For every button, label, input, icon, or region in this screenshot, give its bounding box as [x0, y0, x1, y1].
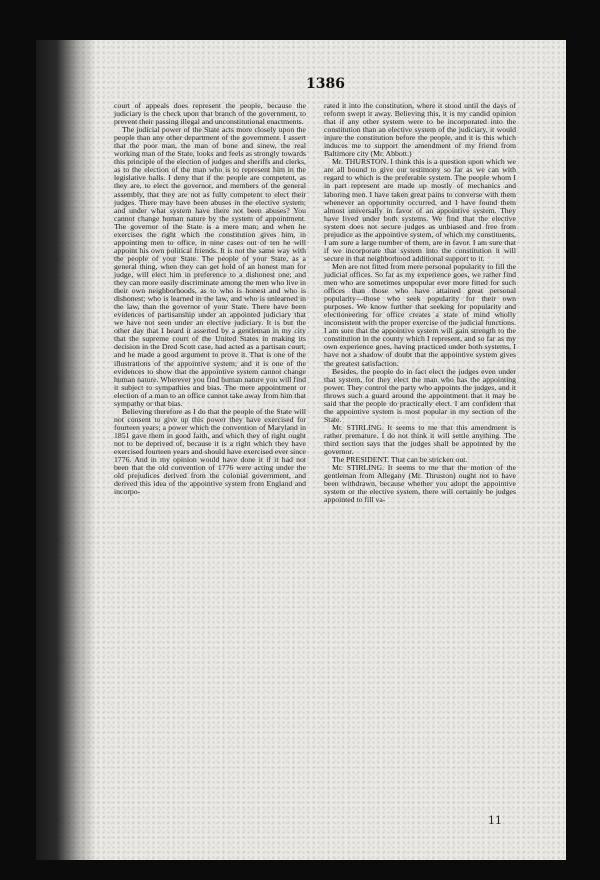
left-column	[114, 102, 306, 496]
paragraph: Men are not fitted from mere personal popularity to fill the judicial offices. So far as my experience goes, we rather find men who are sometimes unpopular ever more fitted for such offices than those who have attained great personal popularity—those who seek popularity for their own purposes. We know further that seeking for popularity and electioneering for office creates a state of mind wholly inconsistent with the proper exercise of the judicial functions. I am sure that the appointive system will gain strength to the constitution in the county which I represent, and so far as my own experience goes, having practiced under both systems, I have not a shadow of doubt that the appointive system gives the greatest satisfaction.	[324, 261, 516, 368]
page-number: 1386	[306, 76, 345, 92]
paragraph: rated it into the constitution, where it stood until the days of reform swept it away. Believing this, it is my candid opinion that if any other system were to be incorporated into the constitution than an elective system of the judiciary, it would injure the constitution before the people, and it is this which induces me to support the amendment of my friend from Baltimore city (Mr. Abbott.)	[324, 101, 516, 159]
paragraph: court of appeals does represent the people, because the judiciary is the check upon that branch of the government, to prevent their passing illegal and unconstitutional enactments.	[114, 101, 306, 127]
paragraph: Mr. STIRLING. It seems to me that this amendment is rather premature. I do not think it will settle anything. The third section says that the judges shall be appointed by the governor.	[324, 422, 516, 457]
paragraph: Besides, the people do in fact elect the judges even under that system, for they elect the man who has the appointing power. They control the party who appoints the judges, and it throws such a guard around the appointment that it may be said that the people do practically elect. I am confident that the appointive system is most popular in my section of the State.	[324, 366, 516, 424]
folio-mark: 11	[488, 814, 502, 827]
paragraph: The judicial power of the State acts more closely upon the people than any other department of the government. I assert that the poor man, the man of bone and sinew, the real working man of the State, looks and feels as strongly towards this principle of the election of judges and sheriffs and clerks, as to the election of the man who is to represent him in the legislative halls. I deny that if the people are competent, as they are, to elect the governor, and members of the general assembly, that they are not as fully competent to elect their judges. There may have been abuses in the elective system; and under what system have there not been abuses? You cannot change human nature by the system of appointment. The governor of the State is a mere man; and when he exercises the right which the constitution gives him, in appointing men to office, in nine cases out of ten he will appoint his own political friends. It is not the same way with the people of your State. The people of your State, as a general thing, when they can get hold of an honest man for judge, will elect him in preference to a dishonest one; and they can more easily discriminate among the men who live in their own neighborhoods, as to who is honest and who is dishonest; who is learned in the law, and who is unlearned in the law, than the governor of your State. There have been evidences of partisanship under an appointed judiciary that we have not seen under an elective judiciary. It is but the other day that I heard it asserted by a gentleman in my city that the supreme court of the United States in making its decision in the Dred Scott case, had acted as a partisan court; and he made a good argument to prove it. That is one of the illustrations of the appointive system; and it is one of the evidences to show that the appointive system cannot change human nature. Wherever you find human nature you will find it subject to sympathies and bias. The mere appointment or election of a man to an office cannot take away from him that sympathy or that bias.	[114, 125, 306, 408]
paragraph: Mr. THURSTON. I think this is a question upon which we are all bound to give our testimony so far as we can with regard to which is the preferable system. The people whom I in part represent are made up mostly of mechanics and laboring men. I have taken great pains to converse with them whenever an opportunity occurred, and I have found them almost universally in favor of an appointive system. They have lived under both systems. We find that the elective system does not secure judges as unbiased and free from prejudice as the appointive system, of which my constituents, I am sure a large number of them, are in favor. I am sure that if we incorporate that system into the constitution it will secure in that neighborhood additional support to it.	[324, 157, 516, 263]
paragraph: Believing therefore as I do that the people of the State will not consent to give up this power they have exercised for fourteen years; a power which the convention of Maryland in 1851 gave them in good faith, and which they of right ought not to be deprived of, because it is a right which they have exercised fourteen years and should have exercised ever since 1776. And in my opinion would have done it if it had not been that the old convention of 1776 were acting under the old prejudices derived from the colonial government, and derived this idea of the appointive system from England and incorpo-	[114, 406, 306, 497]
paragraph: The PRESIDENT. That can be stricken out.	[332, 455, 468, 465]
paragraph: Mr. STIRLING. It seems to me that the motion of the gentleman from Allegany (Mr. Thruston) ought not to have been withdrawn, because whether you adopt the appointive system or the elective system, there will certainly be judges appointed to fill va-	[324, 463, 516, 505]
scanned-page	[36, 40, 566, 860]
right-column	[324, 102, 516, 504]
binding-shadow	[36, 40, 96, 860]
